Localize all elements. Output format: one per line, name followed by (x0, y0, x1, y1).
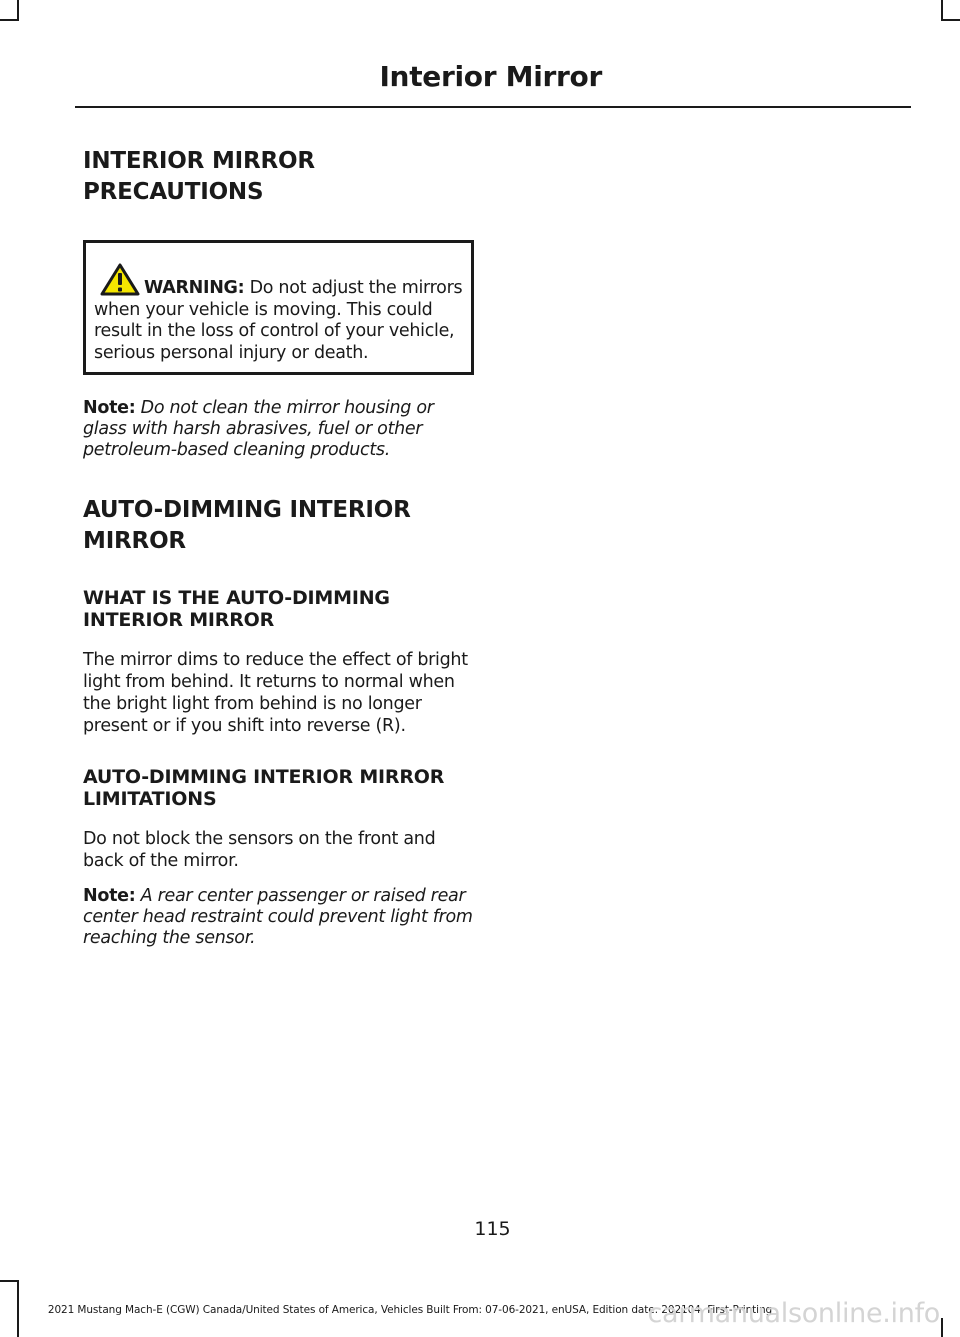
crop-mark-bottom-right (941, 1318, 943, 1337)
warning-triangle-icon (100, 263, 140, 297)
content-column (83, 146, 475, 949)
page-header-title: Interior Mirror (379, 60, 602, 93)
crop-mark-top-right-horizontal (941, 19, 960, 21)
note-body: Do not clean the mirror housing or glass with harsh abrasives, fuel or other petroleum-based cleaning products. (83, 398, 434, 460)
limitations-paragraph: Do not block the sensors on the front and back of the mirror. (83, 829, 436, 871)
warning-box (83, 240, 474, 375)
subsection-heading-what-is: WHAT IS THE AUTO-DIMMING INTERIOR MIRROR (83, 587, 390, 631)
note-sensor (83, 886, 475, 949)
section-precautions (83, 146, 475, 461)
note-body: A rear center passenger or raised rear center head restraint could prevent light from reaching the sensor. (83, 886, 473, 948)
section-heading (83, 495, 475, 557)
crop-mark-top-right (941, 0, 943, 19)
watermark: carmanualsonline.info (647, 1298, 940, 1329)
subsection-heading-limitations: AUTO-DIMMING INTERIOR MIRROR LIMITATIONS (83, 766, 445, 810)
footer-edition-info: 2021 Mustang Mach-E (CGW) Canada/United States of America, Vehicles Built From: 07-06-2021, enUSA, Edition date: 202104, First-Printing (47, 1304, 773, 1316)
section-heading-line2: PRECAUTIONS (83, 179, 264, 205)
section-heading (83, 146, 475, 208)
warning-body: Do not adjust the mirrors when your vehicle is moving. This could result in the loss of control of your vehicle, serious personal injury or death. (94, 278, 463, 363)
section-heading-line1: INTERIOR MIRROR (83, 148, 315, 174)
crop-mark-bottom-left-horizontal (0, 1280, 19, 1282)
what-is-paragraph: The mirror dims to reduce the effect of bright light from behind. It returns to normal when the bright light from behind is no longer present or if you shift into reverse (R). (83, 650, 468, 736)
warning-text (94, 263, 465, 364)
section-heading-line2: MIRROR (83, 528, 186, 554)
section-auto-dimming (83, 495, 475, 949)
crop-mark-top-left (17, 0, 19, 19)
header-divider (75, 106, 911, 108)
note-label: Note: (83, 886, 136, 906)
warning-label: WARNING: (144, 278, 245, 298)
note-label: Note: (83, 398, 136, 418)
note-housing-cleaning (83, 398, 475, 461)
page-number: 115 (474, 1218, 511, 1240)
crop-mark-top-left-horizontal (0, 19, 19, 21)
section-heading-line1: AUTO-DIMMING INTERIOR (83, 497, 411, 523)
